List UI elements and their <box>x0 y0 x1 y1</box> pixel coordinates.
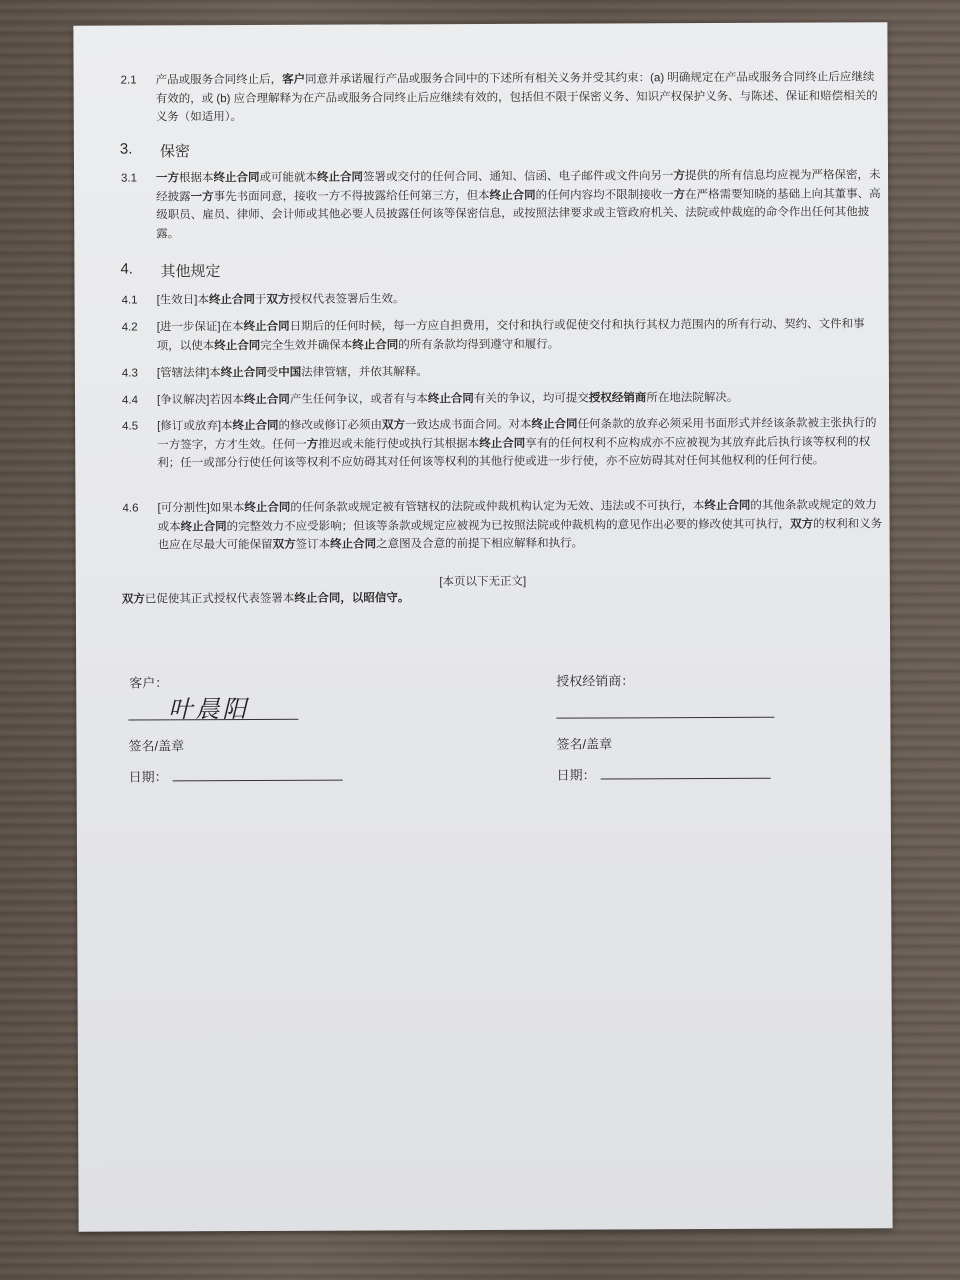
bold-term: 双方 <box>272 538 296 551</box>
bold-term: 双方 <box>790 518 814 531</box>
clause-text: [管辖法律]本终止合同受中国法律管辖，并依其解释。 <box>156 366 428 380</box>
clause-3-1 <box>74 166 888 240</box>
clause-text: [可分割性]如果本终止合同的任何条款或规定被有管辖权的法院或仲裁机构认定为无效、违法或不可执行，本终止合同的其他条款或规定的效力或本终止合同的完整效力不应受影响；但该等条款或规定应被视为已按照法院或仲裁机构的意见作出必要的修改使其可执行，双方的权利和义务也应在尽最大可能保留双方签订本终止合同之意图及合意的前提下相应解释和执行。 <box>157 499 883 552</box>
bold-term: 终止合同 <box>531 418 578 431</box>
bold-term: 终止合同 <box>208 293 255 307</box>
dealer-sign-seal-label: 签名/盖章 <box>556 736 613 752</box>
bold-term: 方 <box>673 170 686 183</box>
customer-label: 客户： <box>129 675 169 691</box>
customer-date-label: 日期： <box>128 769 168 785</box>
bold-term: 终止合同 <box>214 339 261 352</box>
clause-text: [生效日]本终止合同于双方授权代表签署后生效。 <box>156 293 405 307</box>
bold-term: 终止合同 <box>220 366 267 380</box>
bold-term: 双方 <box>121 593 145 606</box>
dealer-signature-line <box>556 717 774 719</box>
clause-4-6 <box>75 496 889 552</box>
clause-number: 4.6 <box>122 502 139 515</box>
bold-term: 双方 <box>381 419 406 432</box>
clause-text: [进一步保证]在本终止合同日期后的任何时候，每一方应自担费用，交付和执行或促使交付和执行其权力范围内的所有行动、契约、文件和事项，以使本终止合同完全生效并确保本终止合同的所有条款均得到遵守和履行。 <box>156 318 865 352</box>
document-page <box>73 22 892 1232</box>
section-heading-4 <box>120 260 221 281</box>
bold-term: 终止合同 <box>479 437 526 450</box>
bold-term: 客户 <box>282 73 306 86</box>
bold-term: ，以昭信守。 <box>340 592 410 605</box>
bold-term: 终止合同 <box>704 499 751 513</box>
bold-term: 方 <box>673 188 686 201</box>
bold-term: 终止合同 <box>330 538 377 551</box>
witness-statement: 双方已促使其正式授权代表签署本终止合同，以昭信守。 <box>121 592 410 606</box>
clause-number: 2.1 <box>120 74 137 87</box>
bold-term: 终止合同 <box>352 338 399 352</box>
dealer-label: 授权经销商： <box>556 673 635 689</box>
clause-2-1 <box>74 68 888 124</box>
customer-date-line <box>173 780 343 782</box>
clause-4-3 <box>75 361 889 380</box>
clause-text: [争议解决]若因本终止合同产生任何争议，或者有与本终止合同有关的争议，均可提交授权经销商所在地法院解决。 <box>156 391 739 407</box>
section-number: 4. <box>120 260 133 278</box>
bold-term: 终止合同 <box>294 592 341 605</box>
dealer-date-label: 日期： <box>556 767 596 783</box>
bold-term: 终止合同 <box>244 501 291 515</box>
bold-term: 一方 <box>190 190 214 203</box>
bold-term: 方 <box>306 438 319 451</box>
bold-term: 终止合同 <box>427 393 474 406</box>
bold-term: 授权经销商 <box>588 392 647 405</box>
clause-text: [修订或放弃]本终止合同的修改或修订必须由双方一致达成书面合同。对本终止合同任何条款的放弃必须采用书面形式并经该条款被主张执行的一方签字，方才生效。任何一方推迟或未能行使或执行其根据本终止合同享有的任何权利不应构成亦不应被视为其放弃此后执行该等权利的权利；任一或部分行使任何该等权利不应妨碍其对任何该等权利的其他行使或进一步行使，亦不应妨碍其对任何其他权利的任何行使。 <box>157 417 877 470</box>
clause-number: 4.1 <box>121 294 138 307</box>
bold-term: 终止合同 <box>213 171 260 185</box>
clause-number: 4.4 <box>121 394 139 407</box>
clause-4-1 <box>75 288 889 307</box>
no-further-text-note: [本页以下无正文] <box>439 575 527 589</box>
section-heading-3 <box>119 140 190 161</box>
clause-text: 产品或服务合同终止后，客户同意并承诺履行产品或服务合同中的下述所有相关义务并受其约束：(a) 明确规定在产品或服务合同终止后应继续有效的，或 (b) 应合理解释为在产品或服务合同终止后应继续有效的，包括但不限于保密义务、知识产权保护义务、与陈述、保证和赔偿相关的义务（如适用）。 <box>155 71 878 124</box>
bold-term: 终止合同 <box>243 393 290 407</box>
clause-number: 4.3 <box>121 367 138 380</box>
section-title: 其他规定 <box>160 263 221 281</box>
bold-term: 中国 <box>278 366 302 379</box>
clause-number: 4.5 <box>122 420 139 433</box>
customer-sign-seal-label: 签名/盖章 <box>128 738 185 754</box>
clause-text: 一方根据本终止合同或可能就本终止合同签署或交付的任何合同、通知、信函、电子邮件或文件向另一方提供的所有信息均应视为严格保密，未经披露一方事先书面同意，接收一方不得披露给任何第三方，但本终止合同的任何内容均不限制接收一方在严格需要知晓的基础上向其董事、高级职员、雇员、律师、会计师或其他必要人员披露任何该等保密信息，或按照法律要求或主管政府机关、法院或仲裁庭的命令作出任何其他披露。 <box>156 169 881 240</box>
bold-term: 终止合同 <box>489 189 536 202</box>
bold-term: 终止合同 <box>180 520 227 533</box>
clause-number: 4.2 <box>121 321 138 334</box>
section-number: 3. <box>119 140 133 158</box>
clause-number: 3.1 <box>121 172 138 185</box>
bold-term: 双方 <box>266 293 290 306</box>
bold-term: 一方 <box>156 172 180 185</box>
dealer-date-line <box>601 778 771 780</box>
clause-4-4 <box>75 388 889 407</box>
bold-term: 终止合同 <box>317 171 364 184</box>
customer-signature: 叶晨阳 <box>168 695 250 724</box>
bold-term: 终止合同 <box>243 320 290 334</box>
section-title: 保密 <box>159 143 190 161</box>
bold-term: 终止合同 <box>232 419 279 433</box>
clause-4-5 <box>75 414 889 470</box>
clause-4-2 <box>75 315 889 352</box>
